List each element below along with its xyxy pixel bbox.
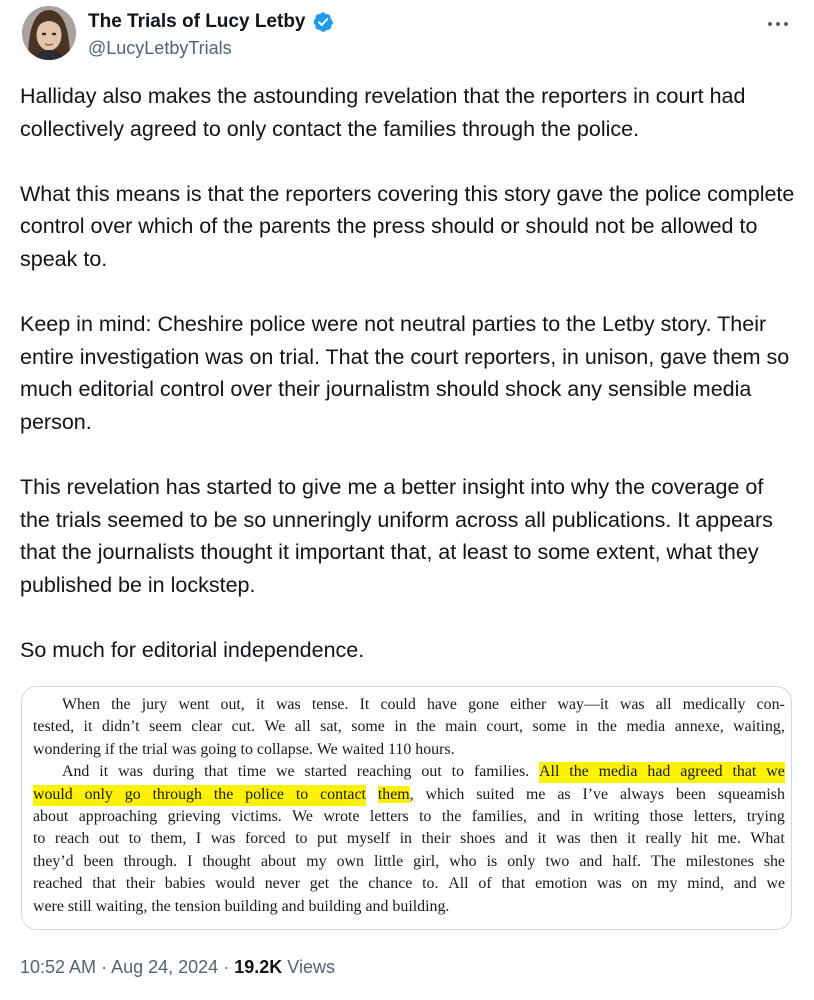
excerpt-line <box>33 851 785 873</box>
excerpt-word: What <box>750 830 785 848</box>
excerpt-word: building. <box>392 897 450 915</box>
excerpt-word: me <box>526 785 546 803</box>
excerpt-word: would <box>215 875 255 893</box>
excerpt-word: going <box>200 740 237 758</box>
excerpt-word: It <box>359 696 370 713</box>
excerpt-word: media <box>626 718 666 736</box>
excerpt-word: families, <box>471 807 527 825</box>
excerpt-word: it <box>255 696 265 713</box>
excerpt-word: jury <box>141 696 168 713</box>
excerpt-word: and <box>505 830 528 848</box>
excerpt-word: was <box>275 696 301 713</box>
excerpt-word: police <box>245 785 284 803</box>
excerpt-line <box>33 694 785 716</box>
excerpt-line <box>33 873 785 895</box>
excerpt-word: seem <box>149 718 182 736</box>
excerpt-word: I <box>195 830 202 848</box>
excerpt-word: way—it <box>557 696 609 713</box>
excerpt-word: myself <box>346 830 391 848</box>
excerpt-word: letters <box>369 807 409 825</box>
excerpt-word: out <box>98 830 120 848</box>
excerpt-word: about <box>33 807 69 825</box>
excerpt-word: started <box>304 763 347 781</box>
excerpt-word: and <box>365 897 389 915</box>
excerpt-word: the <box>151 897 171 915</box>
excerpt-word: trial <box>142 740 168 758</box>
excerpt-word: in <box>575 718 588 736</box>
excerpt-word: it <box>537 830 547 848</box>
meta-separator: · <box>223 957 230 977</box>
excerpt-word: sat, <box>320 718 342 736</box>
excerpt-word: We <box>316 740 338 758</box>
excerpt-word: to. <box>422 875 439 893</box>
meta-separator: · <box>101 957 108 977</box>
excerpt-word: had <box>647 763 671 781</box>
excerpt-word: building <box>224 897 278 915</box>
excerpt-word: When <box>62 696 100 713</box>
excerpt-word: girl, <box>413 852 440 870</box>
excerpt-word: been <box>83 852 114 870</box>
excerpt-word: they’d <box>33 852 74 870</box>
excerpt-word: collapse. <box>256 740 313 758</box>
excerpt-word: chance <box>368 875 413 893</box>
excerpt-word: babies <box>164 875 206 893</box>
tweet-header <box>20 4 794 64</box>
excerpt-word: my <box>657 875 678 893</box>
display-name[interactable]: The Trials of Lucy Letby <box>88 11 306 32</box>
excerpt-word: which <box>425 785 465 803</box>
excerpt-word: my <box>306 852 327 870</box>
excerpt-line <box>33 896 785 918</box>
excerpt-word: thought <box>202 852 251 870</box>
excerpt-word: on <box>631 875 648 893</box>
attached-image-excerpt[interactable] <box>21 686 792 930</box>
book-excerpt-text <box>33 694 785 918</box>
excerpt-word: of <box>478 875 492 893</box>
excerpt-word: milestones <box>685 852 754 870</box>
excerpt-word: was <box>619 696 645 713</box>
excerpt-word: agreed <box>680 763 723 781</box>
excerpt-word: cut. <box>231 718 255 736</box>
excerpt-word: to <box>419 807 432 825</box>
excerpt-word: letters, <box>693 807 737 825</box>
tweet-paragraph: Keep in mind: Cheshire police were not neutral parties to the Letby story. Their entire investigation was on trial. That the court reporters, in unison, gave them so much editorial control over their journalistm should shock any sensible media person. <box>20 312 790 434</box>
excerpt-word: those <box>649 807 684 825</box>
excerpt-word: in <box>394 718 407 736</box>
excerpt-word: that <box>732 763 757 781</box>
excerpt-word: mind, <box>687 875 724 893</box>
excerpt-word: I <box>187 852 193 870</box>
excerpt-word: could <box>380 696 416 713</box>
excerpt-word: was <box>118 763 143 781</box>
excerpt-word: it <box>83 718 93 736</box>
excerpt-word: some <box>532 718 567 736</box>
excerpt-word: hit <box>691 830 708 848</box>
excerpt-word: waited <box>341 740 385 758</box>
excerpt-word: really <box>645 830 682 848</box>
excerpt-word: hours. <box>415 740 455 758</box>
excerpt-word: then <box>590 830 618 848</box>
excerpt-word: the <box>213 785 234 803</box>
excerpt-word: in <box>399 830 412 848</box>
avatar[interactable] <box>22 6 76 60</box>
excerpt-word: trying <box>746 807 785 825</box>
excerpt-word: always <box>619 785 665 803</box>
excerpt-word: if <box>104 740 115 758</box>
excerpt-word: we <box>766 875 785 893</box>
excerpt-word: who <box>449 852 477 870</box>
excerpt-word: all <box>655 696 672 713</box>
excerpt-word: is <box>486 852 498 870</box>
excerpt-word: con- <box>756 696 785 713</box>
excerpt-word: All <box>539 763 560 781</box>
excerpt-word: the <box>416 718 436 736</box>
excerpt-word: We <box>292 807 313 825</box>
excerpt-word: have <box>426 696 457 713</box>
excerpt-word: to <box>451 763 465 781</box>
excerpt-word: them, <box>377 785 414 803</box>
author-block <box>88 8 334 59</box>
excerpt-word: tense. <box>311 696 349 713</box>
excerpt-word: families. <box>473 763 530 781</box>
tweet-paragraph: This revelation has started to give me a better insight into why the coverage of the trials seemed to be so unneringly uniform across all publications. It appears that the journalists thought it important that, at least to some extent, what they published be in lockstep. <box>20 475 773 597</box>
excerpt-word: that <box>501 875 526 893</box>
excerpt-word: waiting, <box>733 718 785 736</box>
verified-badge-icon[interactable] <box>312 11 334 33</box>
excerpt-word: All <box>448 875 469 893</box>
excerpt-word: out <box>421 763 442 781</box>
excerpt-word: during <box>152 763 195 781</box>
excerpt-word: put <box>316 830 338 848</box>
excerpt-word: forced <box>244 830 286 848</box>
excerpt-word: was <box>171 740 197 758</box>
excerpt-word: to <box>33 830 46 848</box>
excerpt-word: to <box>295 785 309 803</box>
excerpt-word: went <box>178 696 210 713</box>
excerpt-word: the <box>339 875 359 893</box>
excerpt-word: shoes <box>460 830 496 848</box>
excerpt-word: And <box>62 763 90 781</box>
excerpt-word: either <box>510 696 547 713</box>
excerpt-word: media <box>598 763 638 781</box>
excerpt-word: grieving <box>167 807 221 825</box>
excerpt-word: only <box>84 785 113 803</box>
excerpt-word: out, <box>220 696 245 713</box>
excerpt-word: as <box>557 785 571 803</box>
excerpt-word: squeamish <box>717 785 785 803</box>
views-label: Views <box>287 957 335 977</box>
excerpt-word: clear <box>191 718 223 736</box>
tweet-paragraph: So much for editorial independence. <box>20 638 365 663</box>
excerpt-word: them, <box>150 830 187 848</box>
excerpt-line <box>33 761 785 783</box>
excerpt-word: and <box>579 852 603 870</box>
excerpt-word: been <box>675 785 706 803</box>
excerpt-word: that <box>92 875 117 893</box>
excerpt-word: was <box>555 830 581 848</box>
excerpt-line <box>33 828 785 850</box>
excerpt-word: approaching <box>78 807 158 825</box>
excerpt-word: writing <box>593 807 640 825</box>
excerpt-word: get <box>309 875 330 893</box>
excerpt-word: two <box>545 852 570 870</box>
excerpt-word: all <box>294 718 311 736</box>
excerpt-word: to <box>240 740 253 758</box>
excerpt-word: in <box>570 807 583 825</box>
excerpt-word: the <box>597 718 617 736</box>
excerpt-word: and <box>733 875 757 893</box>
excerpt-word: never <box>264 875 300 893</box>
excerpt-word: half. <box>612 852 642 870</box>
excerpt-line <box>33 739 785 761</box>
excerpt-word: the <box>441 807 462 825</box>
excerpt-word: We <box>264 718 286 736</box>
timestamp-time[interactable]: 10:52 AM <box>20 957 97 977</box>
excerpt-word: victims. <box>231 807 282 825</box>
views-count[interactable]: 19.2K <box>234 957 283 977</box>
excerpt-word: still <box>67 897 92 915</box>
excerpt-word: building <box>308 897 362 915</box>
tweet-paragraph: Halliday also makes the astounding revelation that the reporters in court had collectively agreed to only contact the families through the police. <box>20 84 746 141</box>
excerpt-word: didn’t <box>101 718 140 736</box>
tweet-meta <box>20 957 335 978</box>
excerpt-word: only <box>507 852 536 870</box>
excerpt-word: and <box>281 897 305 915</box>
excerpt-line <box>33 784 785 806</box>
excerpt-word: tension <box>174 897 221 915</box>
timestamp-date[interactable]: Aug 24, 2024 <box>111 957 219 977</box>
excerpt-word: and <box>537 807 561 825</box>
excerpt-word: we <box>276 763 295 781</box>
excerpt-word: it <box>627 830 636 848</box>
excerpt-word: she <box>763 852 785 870</box>
excerpt-word: that <box>204 763 228 781</box>
excerpt-word: to <box>295 830 308 848</box>
tweet-paragraph: What this means is that the reporters covering this story gave the police complete control over which of the parents the press should or should not be allowed to speak to. <box>20 181 795 271</box>
excerpt-word: court, <box>486 718 524 736</box>
excerpt-word: was <box>596 875 622 893</box>
excerpt-word: waiting, <box>95 897 148 915</box>
more-horizontal-icon[interactable] <box>764 14 792 34</box>
excerpt-word: the <box>118 740 139 758</box>
excerpt-word: through <box>152 785 202 803</box>
excerpt-word: wondering <box>33 740 101 758</box>
excerpt-word: contact <box>320 785 366 803</box>
excerpt-line <box>33 806 785 828</box>
excerpt-word: it <box>99 763 109 781</box>
excerpt-word: would <box>33 785 73 803</box>
excerpt-word: were <box>33 897 64 915</box>
excerpt-word: own <box>336 852 364 870</box>
excerpt-word: medically <box>682 696 746 713</box>
excerpt-word: little <box>374 852 404 870</box>
excerpt-word: 110 <box>388 740 412 758</box>
excerpt-word: The <box>651 852 676 870</box>
excerpt-word: annexe, <box>674 718 724 736</box>
excerpt-word: about <box>260 852 297 870</box>
excerpt-word: to <box>128 830 142 848</box>
excerpt-word: tested, <box>33 718 75 736</box>
excerpt-word: go <box>124 785 141 803</box>
excerpt-word: was <box>210 830 236 848</box>
avatar-image <box>22 6 76 60</box>
excerpt-line <box>33 716 785 738</box>
handle[interactable]: @LucyLetbyTrials <box>88 38 232 58</box>
excerpt-word: reaching <box>356 763 412 781</box>
excerpt-word: reached <box>33 875 83 893</box>
excerpt-word: suited <box>476 785 515 803</box>
excerpt-word: wrote <box>323 807 360 825</box>
excerpt-word: main <box>445 718 477 736</box>
excerpt-word: some <box>351 718 385 736</box>
excerpt-word: their <box>421 830 451 848</box>
excerpt-word: their <box>125 875 155 893</box>
excerpt-word: me. <box>717 830 741 848</box>
excerpt-word: gone <box>468 696 499 713</box>
excerpt-word: through. <box>123 852 178 870</box>
excerpt-word: the <box>569 763 589 781</box>
excerpt-word: we <box>766 763 785 781</box>
excerpt-word: the <box>111 696 131 713</box>
tweet-text <box>20 80 796 667</box>
excerpt-word: reach <box>54 830 90 848</box>
excerpt-word: I’ve <box>582 785 609 803</box>
excerpt-word: time <box>237 763 267 781</box>
excerpt-word: emotion <box>535 875 588 893</box>
